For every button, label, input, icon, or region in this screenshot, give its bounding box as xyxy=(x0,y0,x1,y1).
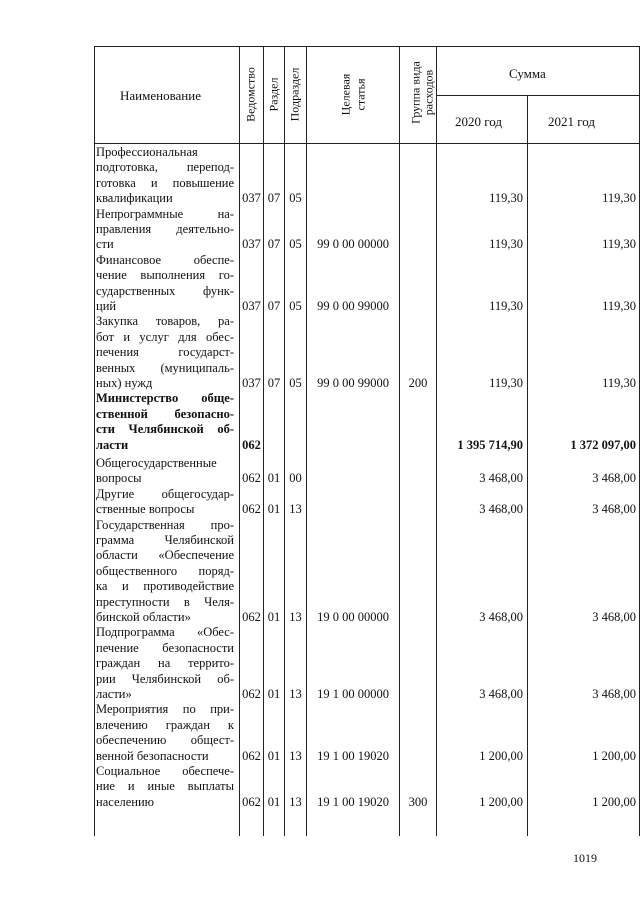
row-value-2020: 1 200,00 xyxy=(479,794,523,809)
col-border-target xyxy=(306,46,307,836)
row-section: 01 xyxy=(267,502,281,517)
row-dept: 062 xyxy=(242,687,261,701)
row-name-line: влечению граждан к xyxy=(96,717,234,732)
row-dept: 037 xyxy=(242,237,261,252)
col-border-section xyxy=(263,46,264,836)
row-value-2020: 1 200,00 xyxy=(479,748,523,763)
row-name-line: Государственная про- xyxy=(96,517,234,532)
row-target: 19 1 00 19020 xyxy=(317,794,389,809)
row-name xyxy=(96,253,234,315)
row-value-2020: 3 468,00 xyxy=(479,610,523,624)
row-name-line: квалификации xyxy=(96,191,173,206)
header-bottom-border xyxy=(94,143,640,144)
header-group-2: расходов xyxy=(421,69,436,116)
row-target: 19 1 00 00000 xyxy=(317,687,389,701)
col-border-left xyxy=(94,46,95,836)
row-name-line: правления деятельно- xyxy=(96,221,234,236)
row-value-2021: 3 468,00 xyxy=(592,687,636,701)
row-name-line: венных (муниципаль- xyxy=(96,360,234,375)
row-section: 01 xyxy=(267,794,281,809)
row-group: 200 xyxy=(408,376,428,390)
row-name-line: сударственных функ- xyxy=(96,283,234,298)
row-subsection: 05 xyxy=(289,191,302,206)
row-name-line: бот и услуг для обес- xyxy=(96,329,234,344)
row-name-line: ние и иные выплаты xyxy=(96,779,234,794)
row-subsection: 13 xyxy=(289,687,302,701)
row-name-line: Непрограммные на- xyxy=(96,206,234,221)
row-name-line: сти xyxy=(96,237,114,252)
row-value-2020: 3 468,00 xyxy=(479,471,523,486)
row-name xyxy=(96,391,234,453)
row-subsection: 13 xyxy=(289,610,302,624)
row-name-line: ных) нужд xyxy=(96,375,153,390)
row-section: 07 xyxy=(267,191,281,206)
row-value-2021: 1 200,00 xyxy=(592,748,636,763)
row-value-2020: 1 395 714,90 xyxy=(457,437,523,452)
row-name-line: ственные вопросы xyxy=(96,502,195,517)
header-subsection: Подраздел xyxy=(287,67,302,122)
header-section: Раздел xyxy=(266,77,281,112)
row-name-line: ласти xyxy=(96,437,129,452)
row-name-line: граждан на террито- xyxy=(96,656,234,671)
row-value-2021: 1 372 097,00 xyxy=(570,437,636,452)
row-name-line: Общегосударственные xyxy=(96,456,217,470)
row-name-line: Закупка товаров, ра- xyxy=(96,314,234,329)
row-value-2020: 119,30 xyxy=(489,191,523,206)
row-group: 300 xyxy=(408,794,428,809)
row-name-line: чение выполнения го- xyxy=(96,268,234,283)
row-name xyxy=(96,625,234,702)
row-dept: 062 xyxy=(242,748,261,763)
header-target-1: Целевая xyxy=(338,73,353,116)
row-name-line: грамма Челябинской xyxy=(96,532,234,547)
row-name-line: Министерство обще- xyxy=(96,391,234,406)
header-2021: 2021 год xyxy=(548,114,595,129)
row-dept: 062 xyxy=(242,794,261,809)
row-value-2021: 3 468,00 xyxy=(592,610,636,624)
row-subsection: 13 xyxy=(289,748,302,763)
row-section: 01 xyxy=(267,471,281,486)
row-name-line: печение безопасности xyxy=(96,640,234,655)
row-name-line: печения государст- xyxy=(96,345,234,360)
row-name-line: населению xyxy=(96,794,154,809)
row-name xyxy=(96,487,234,518)
row-value-2020: 119,30 xyxy=(489,237,523,252)
row-name xyxy=(96,456,234,487)
row-dept: 062 xyxy=(242,610,261,624)
row-value-2021: 1 200,00 xyxy=(592,794,636,809)
sum-subheader-border xyxy=(436,95,640,96)
col-border-group xyxy=(399,46,400,836)
row-value-2021: 119,30 xyxy=(602,376,636,390)
row-name-line: Другие общегосудар- xyxy=(96,486,234,501)
row-target: 19 0 00 00000 xyxy=(317,610,389,624)
row-target: 99 0 00 00000 xyxy=(317,237,389,252)
row-name-line: Социальное обеспече- xyxy=(96,764,234,778)
header-target-2: статья xyxy=(353,78,368,111)
row-dept: 062 xyxy=(242,437,261,452)
row-name-line: бинской области» xyxy=(96,609,191,624)
header-dept: Ведомство xyxy=(243,67,258,122)
row-subsection: 13 xyxy=(289,502,302,517)
row-subsection: 05 xyxy=(289,237,302,252)
row-name xyxy=(96,702,234,764)
header-sum: Сумма xyxy=(509,66,546,81)
row-value-2020: 3 468,00 xyxy=(479,502,523,517)
header-group-1: Группа вида xyxy=(408,61,423,124)
row-value-2020: 3 468,00 xyxy=(479,687,523,701)
row-value-2021: 119,30 xyxy=(602,191,636,206)
row-name-line: ственной безопасно- xyxy=(96,406,234,421)
row-subsection: 00 xyxy=(289,471,302,486)
row-target: 19 1 00 19020 xyxy=(317,748,389,763)
row-dept: 037 xyxy=(242,376,261,390)
row-name xyxy=(96,207,234,253)
page-number: 1019 xyxy=(573,851,597,865)
row-name-line: Подпрограмма «Обес- xyxy=(96,625,234,640)
header-name: Наименование xyxy=(120,88,201,103)
row-name-line: Финансовое обеспе- xyxy=(96,252,234,267)
row-name-line: обеспечению общест- xyxy=(96,733,234,748)
row-name-line: подготовка, перепод- xyxy=(96,160,234,175)
row-name-line: готовка и повышение xyxy=(96,175,234,190)
row-subsection: 05 xyxy=(289,376,302,390)
row-section: 07 xyxy=(267,237,281,252)
row-value-2021: 3 468,00 xyxy=(592,502,636,517)
row-name-line: преступности в Челя- xyxy=(96,594,234,609)
row-name-line: ций xyxy=(96,298,117,313)
row-name xyxy=(96,145,234,207)
row-value-2021: 119,30 xyxy=(602,299,636,313)
row-name-line: ка и противодействие xyxy=(96,579,234,594)
row-section: 07 xyxy=(267,376,281,390)
header-2020: 2020 год xyxy=(455,114,502,129)
row-name xyxy=(96,764,234,810)
row-subsection: 13 xyxy=(289,794,302,809)
row-name-line: сти Челябинской об- xyxy=(96,422,234,437)
row-name-line: вопросы xyxy=(96,471,142,486)
row-dept: 037 xyxy=(242,299,261,313)
row-dept: 062 xyxy=(242,471,261,486)
row-target: 99 0 00 99000 xyxy=(317,299,389,313)
row-name-line: Мероприятия по при- xyxy=(96,702,234,717)
row-name-line: области «Обеспечение xyxy=(96,548,234,563)
row-dept: 062 xyxy=(242,502,261,517)
row-value-2020: 119,30 xyxy=(489,299,523,313)
row-name-line: Профессиональная xyxy=(96,145,198,159)
row-subsection: 05 xyxy=(289,299,302,313)
row-value-2020: 119,30 xyxy=(489,376,523,390)
row-name xyxy=(96,518,234,626)
col-border-subsection xyxy=(284,46,285,836)
row-section: 01 xyxy=(267,610,281,624)
row-section: 07 xyxy=(267,299,281,313)
row-value-2021: 119,30 xyxy=(602,237,636,252)
row-value-2021: 3 468,00 xyxy=(592,471,636,486)
row-name-line: ласти» xyxy=(96,686,132,701)
row-name-line: венной безопасности xyxy=(96,748,209,763)
row-name-line: общественного поряд- xyxy=(96,563,234,578)
row-name-line: рии Челябинской об- xyxy=(96,671,234,686)
row-target: 99 0 00 99000 xyxy=(317,376,389,390)
row-dept: 037 xyxy=(242,191,261,206)
row-section: 01 xyxy=(267,748,281,763)
table-top-border xyxy=(94,46,640,47)
row-name xyxy=(96,314,234,391)
row-section: 01 xyxy=(267,687,281,701)
